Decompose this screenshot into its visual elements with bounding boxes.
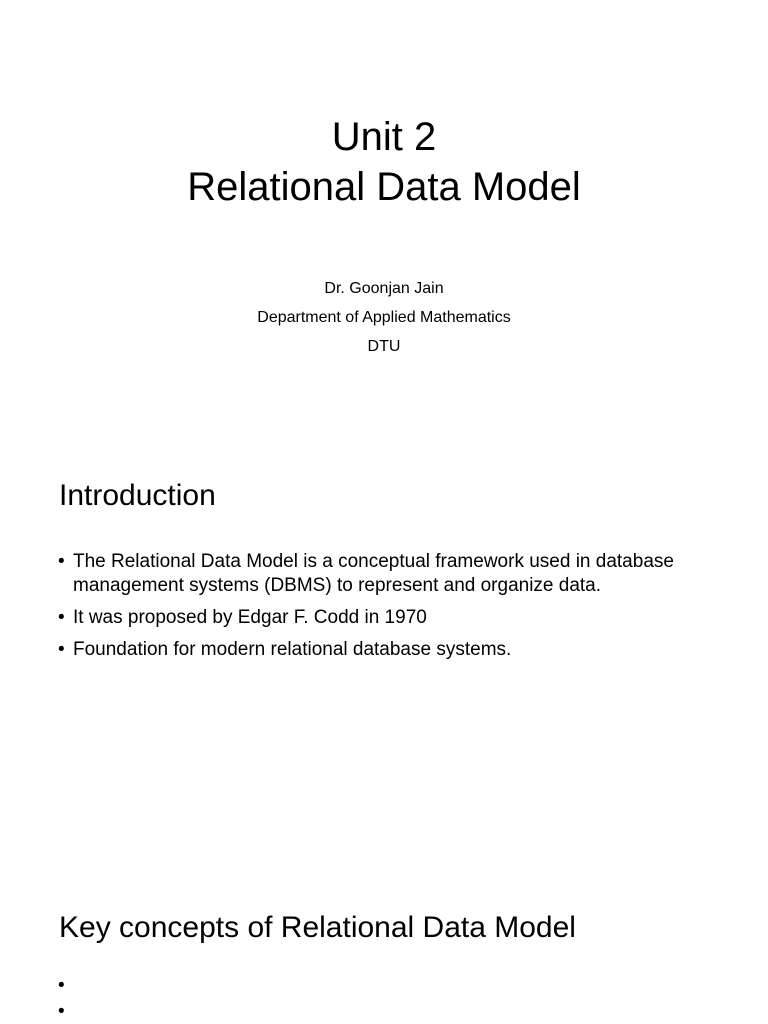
bullet-text: Foundation for modern relational database systems. [73,639,512,660]
author-name: Dr. Goonjan Jain [324,280,444,297]
introduction-slide [0,432,768,864]
bullet-icon: • [58,1001,65,1022]
bullet-text: It was proposed by Edgar F. Codd in 1970 [73,607,427,628]
bullet-icon: • [58,975,65,996]
bullet-icon: • [58,551,65,572]
slide-title [0,112,768,212]
key-concepts-slide [0,864,768,1024]
bullet-icon: • [58,607,65,628]
slide-heading: Key concepts of Relational Data Model [59,911,576,944]
list-item [58,606,698,630]
title-line-topic: Relational Data Model [187,165,581,209]
bullet-icon: • [58,639,65,660]
bullet-text: The Relational Data Model is a conceptual framework used in database management systems (DBMS) to represent and organize data. [73,551,674,596]
list-item [58,974,698,998]
department-name: Department of Applied Mathematics [257,309,511,326]
title-slide [0,0,768,432]
slide-heading: Introduction [59,479,216,512]
title-line-unit: Unit 2 [331,115,437,159]
bullet-list [58,550,698,670]
list-item [58,550,698,598]
list-item [58,1000,698,1024]
slide-subtitle [0,274,768,361]
bullet-list [58,974,698,1024]
list-item [58,638,698,662]
institution-name: DTU [367,338,401,355]
